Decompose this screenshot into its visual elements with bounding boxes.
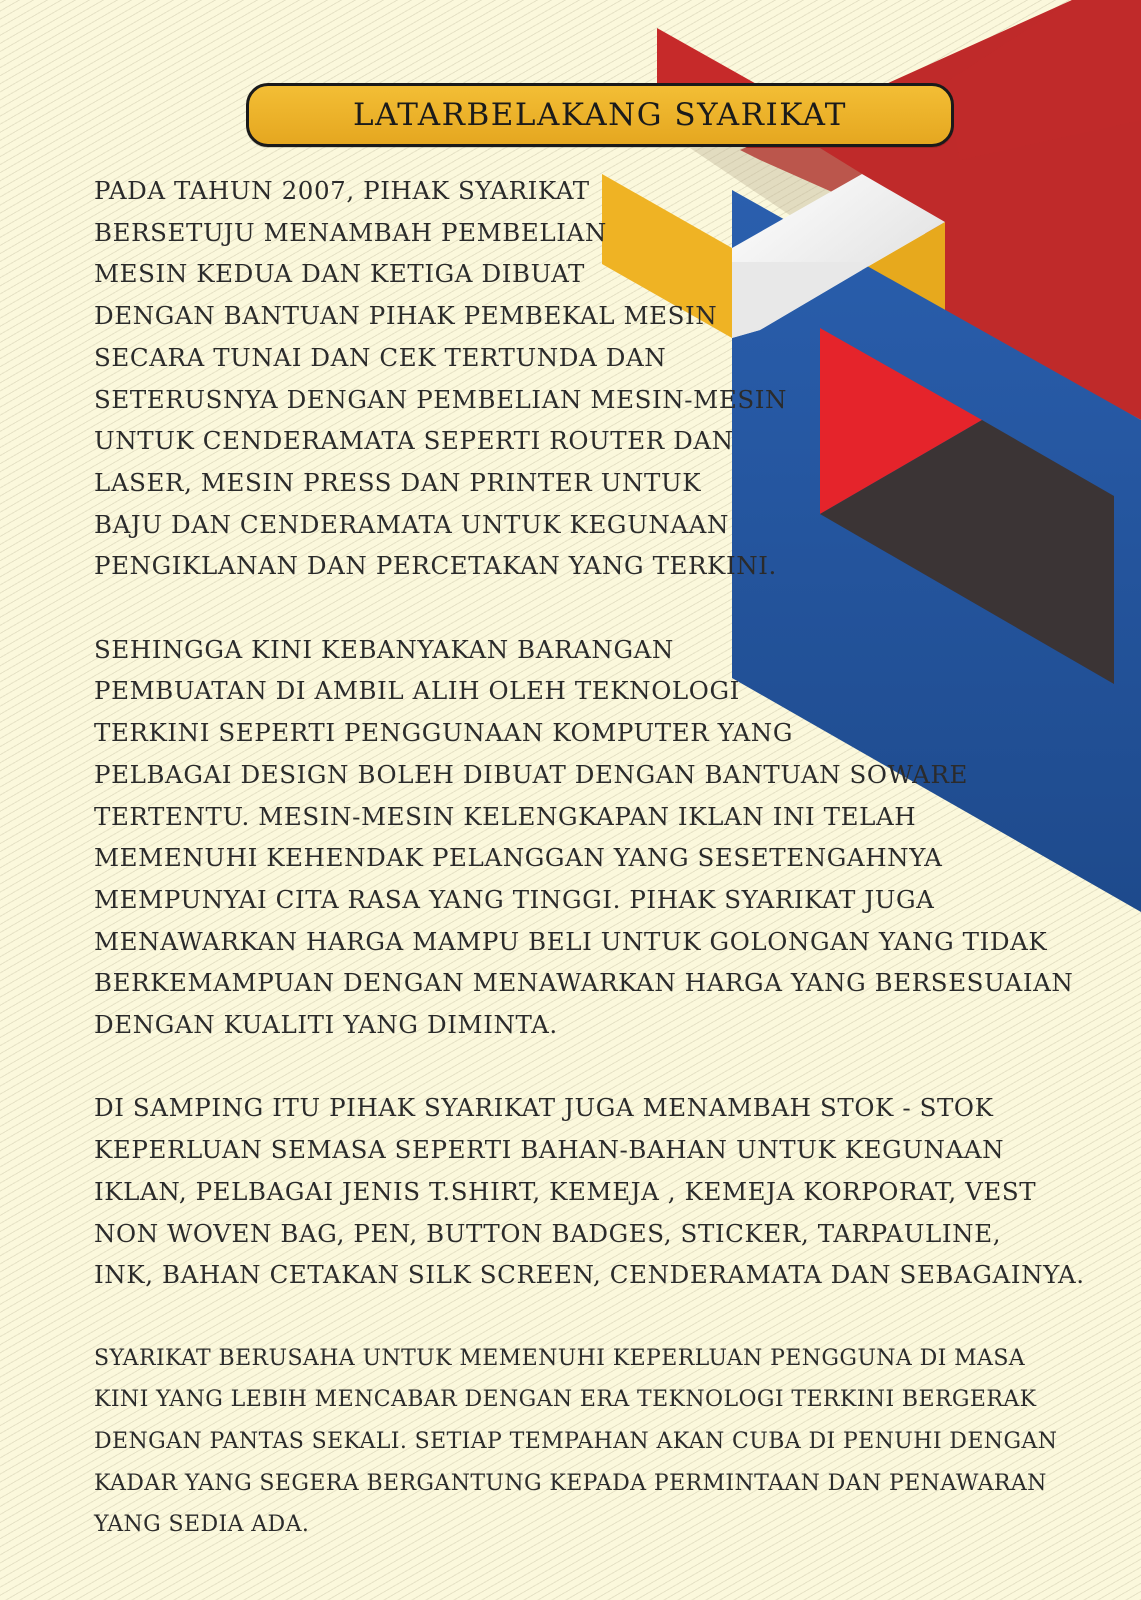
paragraph-3 — [94, 1087, 1114, 1296]
red-triangle-top — [657, 28, 760, 86]
text-line: SETERUSNYA DENGAN PEMBELIAN MESIN-MESIN — [94, 384, 788, 414]
text-line: LASER, MESIN PRESS DAN PRINTER UNTUK — [94, 467, 702, 497]
paragraph-1 — [94, 170, 1114, 587]
text-line: NON WOVEN BAG, PEN, BUTTON BADGES, STICKER, TARPAULINE, — [94, 1218, 1002, 1248]
text-line: MENAWARKAN HARGA MAMPU BELI UNTUK GOLONGAN YANG TIDAK — [94, 926, 1048, 956]
text-line: IKLAN, PELBAGAI JENIS T.SHIRT, KEMEJA , KEMEJA KORPORAT, VEST — [94, 1176, 1037, 1206]
text-line: MESIN KEDUA DAN KETIGA DIBUAT — [94, 259, 585, 289]
text-line: MEMENUHI KEHENDAK PELANGGAN YANG SESETENGAHNYA — [94, 843, 943, 873]
text-line: DENGAN BANTUAN PIHAK PEMBEKAL MESIN — [94, 301, 718, 331]
paragraph-2 — [94, 629, 1114, 1046]
text-line: UNTUK CENDERAMATA SEPERTI ROUTER DAN — [94, 426, 734, 456]
text-line: TERTENTU. MESIN-MESIN KELENGKAPAN IKLAN INI TELAH — [94, 801, 917, 831]
page-title: LATARBELAKANG SYARIKAT — [353, 97, 847, 133]
paragraph-4 — [94, 1338, 1114, 1547]
text-line: PENGIKLANAN DAN PERCETAKAN YANG TERKINI. — [94, 551, 777, 581]
text-line: DI SAMPING ITU PIHAK SYARIKAT JUGA MENAMBAH STOK - STOK — [94, 1093, 994, 1123]
text-line: DENGAN KUALITI YANG DIMINTA. — [94, 1010, 558, 1040]
text-line: KADAR YANG SEGERA BERGANTUNG KEPADA PERMINTAAN DAN PENAWARAN — [94, 1470, 1047, 1496]
text-line: INK, BAHAN CETAKAN SILK SCREEN, CENDERAMATA DAN SEBAGAINYA. — [94, 1260, 1085, 1290]
text-line: BERSETUJU MENAMBAH PEMBELIAN — [94, 217, 607, 247]
text-line: SECARA TUNAI DAN CEK TERTUNDA DAN — [94, 342, 667, 372]
text-line: BERKEMAMPUAN DENGAN MENAWARKAN HARGA YANG BERSESUAIAN — [94, 968, 1074, 998]
text-line: PEMBUATAN DI AMBIL ALIH OLEH TEKNOLOGI — [94, 676, 740, 706]
text-line: SYARIKAT BERUSAHA UNTUK MEMENUHI KEPERLUAN PENGGUNA DI MASA — [94, 1345, 1026, 1371]
title-banner — [246, 83, 954, 147]
text-line: PELBAGAI DESIGN BOLEH DIBUAT DENGAN BANTUAN SOWARE — [94, 759, 969, 789]
text-line: TERKINI SEPERTI PENGGUNAAN KOMPUTER YANG — [94, 718, 794, 748]
text-line: YANG SEDIA ADA. — [94, 1512, 310, 1538]
text-line: KEPERLUAN SEMASA SEPERTI BAHAN-BAHAN UNTUK KEGUNAAN — [94, 1135, 1005, 1165]
text-line: DENGAN PANTAS SEKALI. SETIAP TEMPAHAN AKAN CUBA DI PENUHI DENGAN — [94, 1429, 1058, 1455]
text-line: MEMPUNYAI CITA RASA YANG TINGGI. PIHAK SYARIKAT JUGA — [94, 884, 935, 914]
text-line: KINI YANG LEBIH MENCABAR DENGAN ERA TEKNOLOGI TERKINI BERGERAK — [94, 1387, 1037, 1413]
text-line: BAJU DAN CENDERAMATA UNTUK KEGUNAAN — [94, 509, 730, 539]
text-line: PADA TAHUN 2007, PIHAK SYARIKAT — [94, 176, 590, 205]
body-text — [94, 170, 1114, 1588]
text-line: SEHINGGA KINI KEBANYAKAN BARANGAN — [94, 634, 674, 664]
